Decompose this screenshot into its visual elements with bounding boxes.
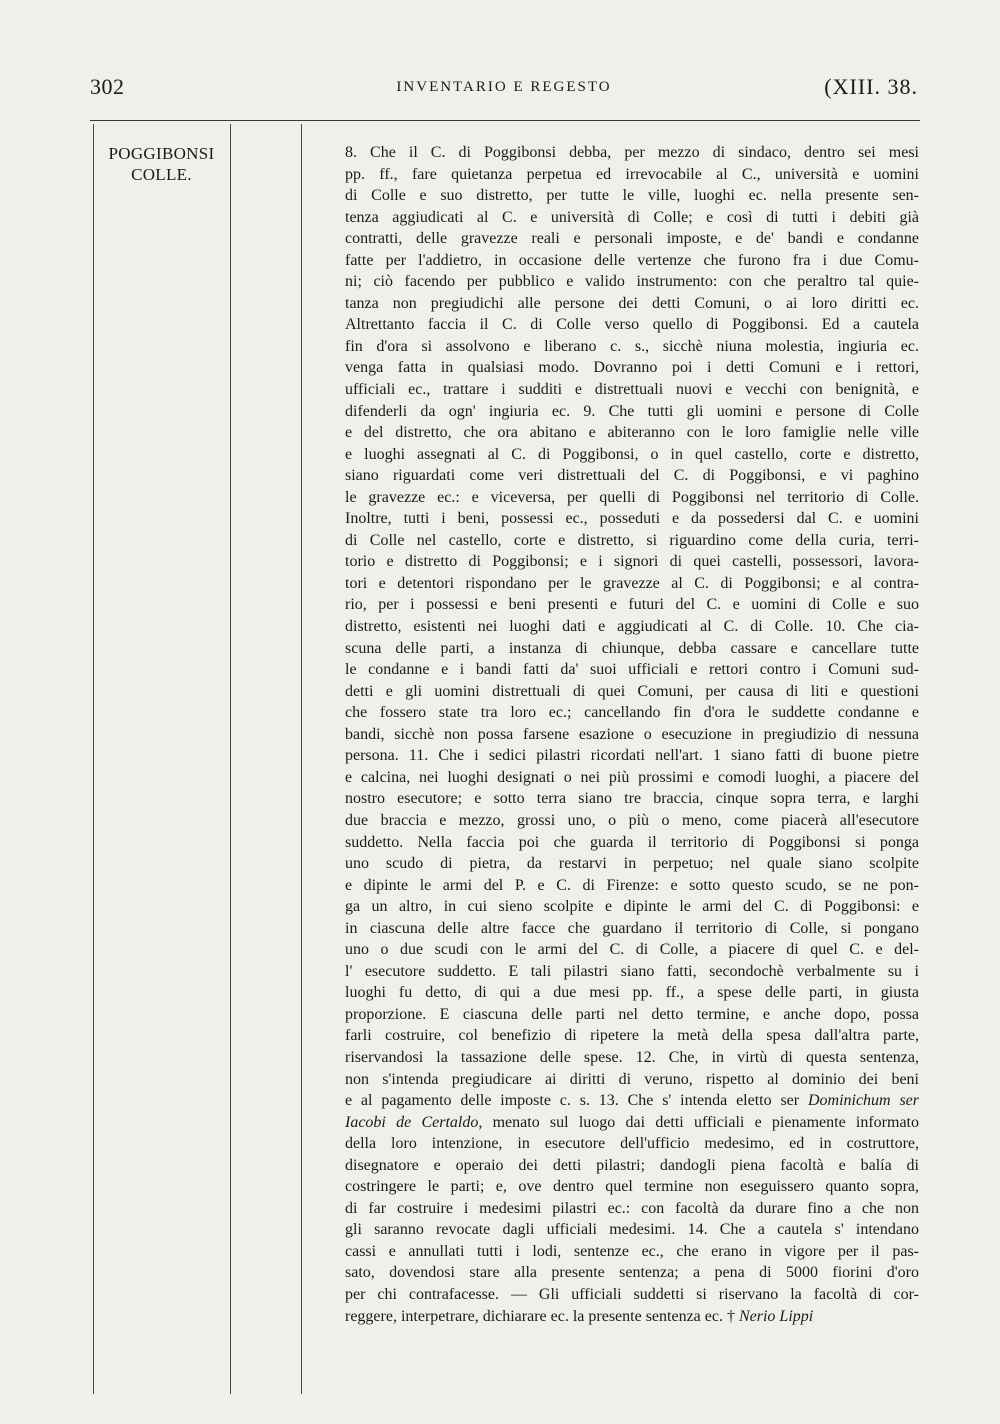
text-line: sato, dovendosi stare alla presente sentenza; a pena di 5000 fiorini d'oro xyxy=(345,1264,919,1282)
text-line: della loro intenzione, in esecutore dell'ufficio medesimo, ed in costruttore, xyxy=(345,1135,919,1153)
header-rule xyxy=(90,120,920,121)
text-line: 8. Che il C. di Poggibonsi debba, per mezzo di sindaco, dentro sei mesi xyxy=(345,144,919,161)
margin-column-rule xyxy=(93,124,94,1394)
text-line: e calcina, nei luoghi designati o nei più prossimi e comodi luoghi, a piacere del xyxy=(345,768,919,786)
text-line: gli saranno revocate dagli ufficiali medesimi. 14. Che a cautela s' intendano xyxy=(345,1221,919,1239)
text-line: cassi e annullati tutti i lodi, sentenze ec., che erano in vigore per il pas- xyxy=(345,1242,919,1260)
text-line: due braccia e mezzo, grossi uno, o più o meno, come piacerà all'esecutore xyxy=(345,811,919,829)
body-text xyxy=(345,142,919,1327)
text-line: in ciascuna delle altre facce che guardano il territorio di Colle, si pongano xyxy=(345,919,919,937)
text-line: uno scudo di pietra, da restarvi in perpetuo; nel quale siano scolpite xyxy=(345,855,919,873)
margin-column-rule xyxy=(230,124,231,1394)
text-line: rio, per i possessi e beni presenti e futuri del C. e uomini di Colle e suo xyxy=(345,596,919,614)
text-line: venga fatta in qualsiasi modo. Dovranno poi i detti Comuni e i rettori, xyxy=(345,359,919,377)
text-line: detti e gli uomini distrettuali di quei Comuni, per causa di liti e questioni xyxy=(345,682,919,700)
text-line: le condanne e i bandi fatti da' suoi ufficiali e rettori contro i Comuni sud- xyxy=(345,661,919,679)
section-reference: (XIII. 38. xyxy=(824,74,918,99)
text-line: proporzione. E ciascuna delle parti nel detto termine, e anche dopo, possa xyxy=(345,1005,919,1023)
text-line: tori e detentori rispondano per le gravezze al C. di Poggibonsi; e al contra- xyxy=(345,574,919,592)
text-line: ni; ciò facendo per pubblico e valido instrumento: con che peraltro tal quie- xyxy=(345,273,919,291)
text-line: non s'intenda pregiudicare ai diritti di veruno, rispetto al dominio dei beni xyxy=(345,1070,919,1088)
text-line: le gravezze ec.: e viceversa, per quelli di Poggibonsi nel territorio di Colle. xyxy=(345,488,919,506)
text-line: riservandosi la tassazione delle spese. 12. Che, in virtù di questa sentenza, xyxy=(345,1048,919,1066)
text-line: tanza non pregiudichi alle persone dei detti Comuni, o ai loro diritti ec. xyxy=(345,294,919,312)
text-line: siano riguardati come veri distrettuali del C. di Poggibonsi, e vi paghino xyxy=(345,467,919,485)
text-line: nostro esecutore; e sotto terra siano tre braccia, cinque sopra terra, e larghi xyxy=(345,790,919,808)
text-line: bandi, sicchè non possa farsene esazione o esecuzione in pregiudizio di nessuna xyxy=(345,725,919,743)
text-line: per chi contrafacesse. — Gli ufficiali suddetti si riservano la facoltà di cor- xyxy=(345,1285,919,1303)
text-line: di far costruire i medesimi pilastri ec.: con facoltà da durare fino a che non xyxy=(345,1199,919,1217)
text-line: Inoltre, tutti i beni, possessi ec., posseduti e da possedersi dal C. e uomini xyxy=(345,510,919,528)
page-header xyxy=(90,74,918,108)
text-line: tenza aggiudicati al C. e università di Colle; e così di tutti i debiti già xyxy=(345,208,919,226)
text-line: contratti, delle gravezze reali e personali imposte, e de' bandi e condanne xyxy=(345,230,919,248)
text-line: luoghi fu detto, di qui a due mesi pp. ff., a spese delle parti, in giusta xyxy=(345,984,919,1002)
text-line: distretto, esistenti nei luoghi dati e aggiudicati al C. di Colle. 10. Che cia- xyxy=(345,618,919,636)
text-line: ufficiali ec., trattare i sudditi e distrettuali nuovi e vecchi con benignità, e xyxy=(345,381,919,399)
margin-place-line: COLLE. xyxy=(131,165,192,184)
text-line: e luoghi assegnati al C. di Poggibonsi, o in quel castello, corte e distretto, xyxy=(345,445,919,463)
text-line: e al pagamento delle imposte c. s. 13. Che s' intenda eletto ser Dominichum ser xyxy=(345,1092,919,1110)
text-line: costringere le parti; e, ove dentro quel termine non eseguissero quanto sopra, xyxy=(345,1178,919,1196)
text-line: Altrettanto faccia il C. di Colle verso quello di Poggibonsi. Ed a cautela xyxy=(345,316,919,334)
text-line: e del distretto, che ora abitano e abiteranno con le loro famiglie nelle ville xyxy=(345,424,919,442)
text-line: e dipinte le armi del P. e C. di Firenze: e sotto questo scudo, se ne pon- xyxy=(345,876,919,894)
text-line: che fossero state tra loro ec.; cancellando fin d'ora le suddette condanne e xyxy=(345,704,919,722)
text-line: farli costruire, col benefizio di ripetere la metà della spesa dall'altra parte, xyxy=(345,1027,919,1045)
text-line: fin d'ora si assolvono e liberano c. s., sicchè niuna molestia, ingiuria ec. xyxy=(345,337,919,355)
text-line: disegnatore e operaio dei detti pilastri; dandogli piena facoltà e balía di xyxy=(345,1156,919,1174)
text-line: Iacobi de Certaldo, menato sul luogo dai detti ufficiali e pienamente informato xyxy=(345,1113,920,1131)
text-line: ga un altro, in cui sieno scolpite e dipinte le armi del C. di Poggibonsi: e xyxy=(345,898,919,916)
page-number: 302 xyxy=(90,74,125,99)
text-line: difenderli da ogn' ingiuria ec. 9. Che tutti gli uomini e persone di Colle xyxy=(345,402,919,420)
text-line: di Colle e suo distretto, per tutte le ville, luoghi ec. nella presente sen- xyxy=(345,187,919,205)
text-line: scuna delle parti, a instanza di chiunque, debba cassare e cancellare tutte xyxy=(345,639,919,657)
text-line: torio e distretto di Poggibonsi; e i signori di quei castelli, possessori, lavora- xyxy=(345,553,919,571)
text-line: l' esecutore suddetto. E tali pilastri siano fatti, secondochè verbalmente su i xyxy=(345,962,919,980)
text-line: persona. 11. Che i sedici pilastri ricordati nell'art. 1 siano fatti di buone pietre xyxy=(345,747,919,765)
running-title: INVENTARIO E REGESTO xyxy=(396,79,612,95)
margin-place-name xyxy=(93,143,230,185)
text-line: suddetto. Nella faccia poi che guarda il territorio di Poggibonsi si ponga xyxy=(345,833,919,851)
text-line: uno o due scudi con le armi del C. di Colle, a piacere di quel C. e del- xyxy=(345,941,919,959)
text-line: pp. ff., fare quietanza perpetua ed irrevocabile al C., università e uomini xyxy=(345,165,919,183)
text-line: fatte per l'addietro, in occasione delle vertenze che furono fra i due Comu- xyxy=(345,251,919,269)
text-line: reggere, interpetrare, dichiarare ec. la presente sentenza ec. † Nerio Lippi xyxy=(345,1307,814,1325)
margin-column-rule xyxy=(301,124,302,1394)
margin-place-line: POGGIBONSI xyxy=(108,144,215,163)
text-line: di Colle nel castello, corte e distretto, si riguardino come della curia, terri- xyxy=(345,531,919,549)
